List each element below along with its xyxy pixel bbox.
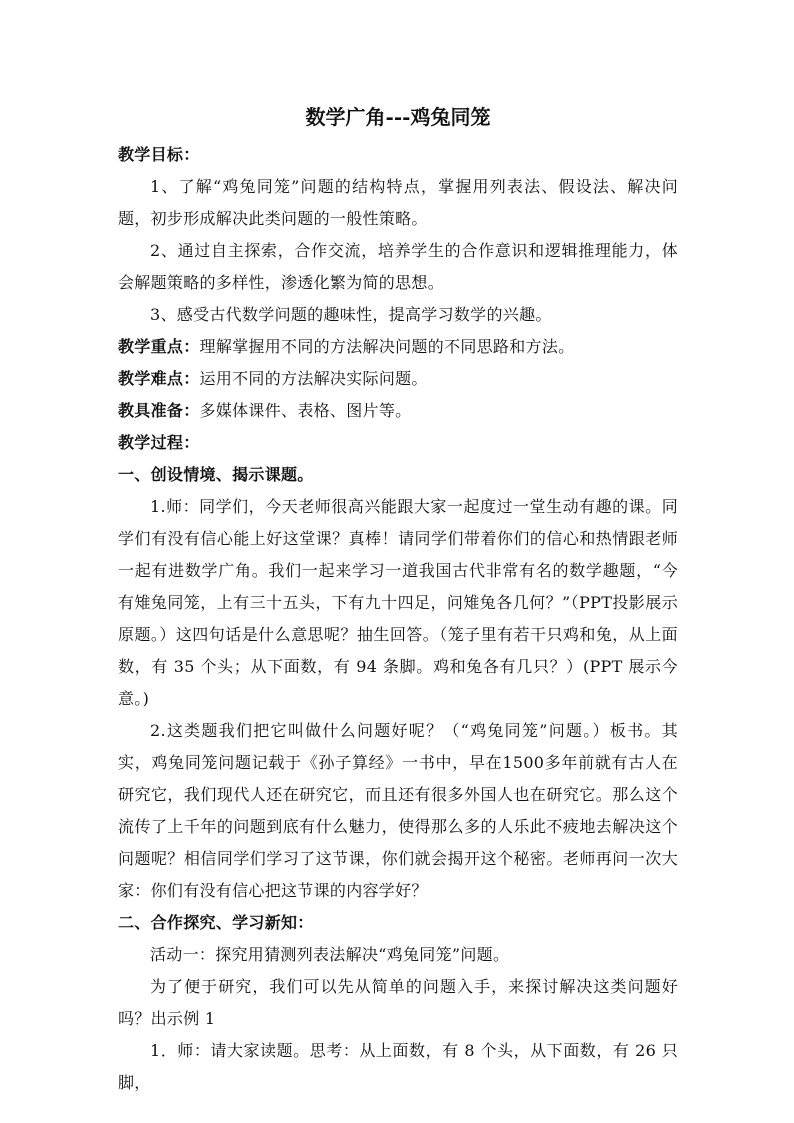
goal-item-1: 1、了解“鸡兔同笼”问题的结构特点，掌握用列表法、假设法、解决问题，初步形成解决此类问题的一般性策略。 (118, 177, 678, 228)
section2-paragraph-2: 为了便于研究，我们可以先从简单的问题入手，来探讨解决这类问题好吗？出示例 1 (118, 977, 678, 1028)
materials-line (118, 395, 678, 427)
key-point-line (118, 331, 678, 363)
section2-heading: 二、合作探究、学习新知： (118, 913, 314, 932)
document-page (118, 95, 678, 1099)
materials-label: 教具准备： (118, 401, 200, 420)
section1-heading: 一、创设情境、揭示课题。 (118, 465, 314, 484)
section1-paragraph-2: 2.这类题我们把它叫做什么问题好呢？（“鸡兔同笼”问题。）板书。其实，鸡兔同笼问题记载于《孙子算经》一书中，早在1500多年前就有古人在研究它，我们现代人还在研究它，而且还有很多外国人也在研究它。那么这个流传了上千年的问题到底有什么魅力，使得那么多的人乐此不疲地去解决这个问题呢？相信同学们学习了这节课，你们就会揭开这个秘密。老师再问一次大家：你们有没有信心把这节课的内容学好？ (118, 721, 678, 900)
goal-item-2: 2、通过自主探索，合作交流，培养学生的合作意识和逻辑推理能力，体会解题策略的多样性，渗透化繁为简的思想。 (118, 241, 678, 292)
goals-heading: 教学目标： (118, 145, 200, 164)
section2-paragraph-1: 活动一：探究用猜测列表法解决“鸡兔同笼”问题。 (150, 945, 510, 964)
section2-paragraph-3: 1．师：请大家读题。思考：从上面数，有 8 个头，从下面数，有 26 只脚， (118, 1041, 678, 1092)
goal-item-3: 3、感受古代数学问题的趣味性，提高学习数学的兴趣。 (150, 305, 552, 324)
key-point-text: 理解掌握用不同的方法解决问题的不同思路和方法。 (199, 337, 575, 356)
section1-paragraph-1: 1.师：同学们，今天老师很高兴能跟大家一起度过一堂生动有趣的课。同学们有没有信心能上好这堂课？真棒！请同学们带着你们的信心和热情跟老师一起有进数学广角。我们一起来学习一道我国古代非常有名的数学趣题，“今有雉兔同笼，上有三十五头，下有九十四足，问雉兔各几何？”（PPT投影展示原题。）这四句话是什么意思呢？抽生回答。（笼子里有若干只鸡和兔，从上面数，有 35 个头；从下面数，有 94 条脚。鸡和兔各有几只？）(PPT 展示今意。) (118, 497, 678, 708)
key-point-label: 教学重点： (118, 337, 200, 356)
process-heading: 教学过程： (118, 433, 200, 452)
difficulty-label: 教学难点： (118, 369, 200, 388)
document-title: 数学广角---鸡兔同笼 (305, 105, 491, 129)
difficulty-line (118, 363, 678, 395)
materials-text: 多媒体课件、表格、图片等。 (199, 401, 412, 420)
difficulty-text: 运用不同的方法解决实际问题。 (199, 369, 428, 388)
